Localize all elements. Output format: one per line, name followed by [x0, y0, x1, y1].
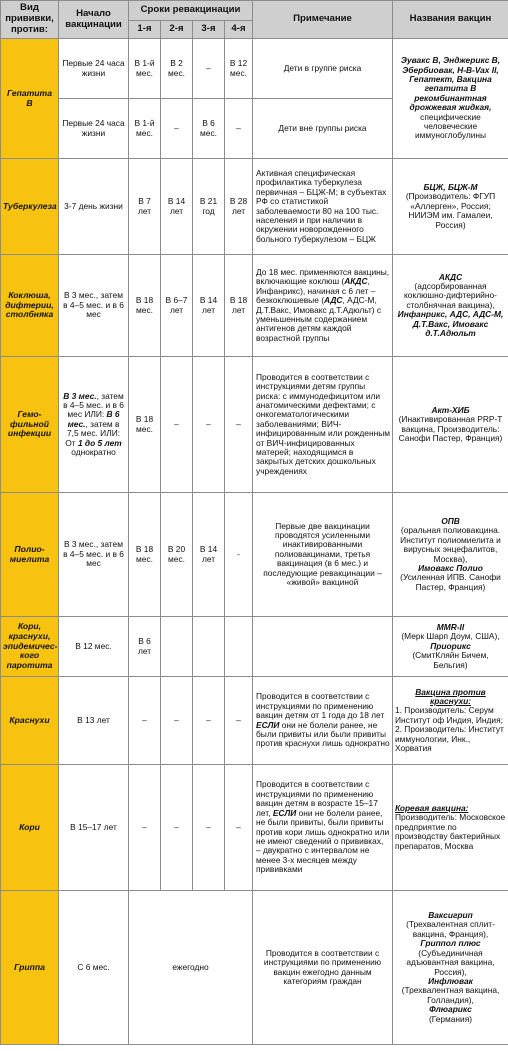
note-text: До 18 мес. применяются вакцины, включающие коклюш ( — [256, 266, 390, 287]
vaccine-names-plain: (оральная полиовакцина. Институт полиомиелита и вирусных энцефалитов, Москва), — [400, 525, 501, 564]
vaccines-cell — [393, 357, 508, 493]
revax-2-cell: В 14 лет — [161, 159, 193, 255]
vaccine-names-plain: (Производитель: ФГУП «Аллерген», Россия; НИИЭМ им. Гамалеи, Россия) — [405, 191, 496, 230]
disease-cell: Туберкулеза — [1, 159, 59, 255]
note-emphasis: АДС — [323, 295, 343, 306]
vaccine-names-bold: Инфанрикс, АДС, АДС-М, Д.Т.Вакс, Имовакс д.Т.Адюльт — [397, 309, 504, 339]
revax-3-cell: – — [193, 357, 225, 493]
disease-cell: Краснухи — [1, 677, 59, 765]
revax-2-cell: В 6–7 лет — [161, 255, 193, 357]
vaccine-names-bold: Гриппол плюс — [420, 938, 481, 949]
revax-4-cell: – — [225, 99, 253, 159]
note-emphasis: ЕСЛИ — [256, 719, 280, 730]
vaccines-cell — [393, 677, 508, 765]
revax-1-cell: В 18 мес. — [129, 493, 161, 617]
revax-2-cell: – — [161, 765, 193, 891]
revax-1-cell: В 7 лет — [129, 159, 161, 255]
note-text: Проводится в соответствии с инструкциями по применению вакцин детям от 1 года до 18 лет — [256, 691, 385, 721]
note-text: они не болели ранее, не были привиты или были привиты против краснухи лишь однократно — [256, 719, 390, 749]
start-cell: В 13 лет — [59, 677, 129, 765]
revax-4-cell: В 12 мес. — [225, 39, 253, 99]
revax-2-cell: В 2 мес. — [161, 39, 193, 99]
start-cell: 3-7 день жизни — [59, 159, 129, 255]
revax-1-cell: В 1-й мес. — [129, 39, 161, 99]
header-revax: Сроки ревакцинации — [129, 1, 253, 21]
vaccine-names-plain: (Усиленная ИПВ. Санофи Пастер, Франция) — [400, 572, 501, 592]
vaccine-names-bold: Имовакс Полио — [418, 562, 483, 573]
vaccine-names-plain: (адсорбированная коклюшно-дифтерийно-столбнячная вакцина), — [404, 280, 497, 310]
vaccine-names-bold: Инфлювак — [428, 975, 473, 986]
start-cell: С 6 мес. — [59, 891, 129, 1045]
vaccine-names-bold: Приорикс — [430, 640, 471, 651]
vaccine-names-plain: (Мерк Шарп Доум, США), — [401, 631, 500, 642]
vaccines-cell — [393, 891, 508, 1045]
table-row — [1, 765, 508, 891]
vaccine-names-plain: специфические человеческие иммуноглобулины — [414, 111, 487, 141]
table-header-row — [1, 1, 508, 21]
start-cell: В 12 мес. — [59, 617, 129, 677]
note-cell — [253, 677, 393, 765]
vaccine-names-plain: (Инактивированная PRP-T вакцина, Производитель: Санофи Пастер, Франция) — [398, 414, 503, 443]
note-text: они не болели ранее, не были привиты, были привиты против кори лишь однократно или не имеют сведений о прививках, – двукратно с интервалом не менее 3-х месяцев между прививками — [256, 807, 390, 875]
table-row — [1, 159, 508, 255]
revax-3-cell: – — [193, 39, 225, 99]
note-emphasis: АКДС — [344, 276, 368, 287]
note-cell: Дети вне группы риска — [253, 99, 393, 159]
revax-3-cell: В 6 мес. — [193, 99, 225, 159]
table-row — [1, 677, 508, 765]
note-cell — [253, 765, 393, 891]
revax-4-cell — [225, 617, 253, 677]
table-row — [1, 617, 508, 677]
revax-annual-cell: ежегодно — [129, 891, 253, 1045]
note-cell: Проводится в соответствии с инструкциями по применению вакцин ежегодно данным категориям граждан — [253, 891, 393, 1045]
note-cell: Активная специфическая профилактика туберкулеза первичная – БЦЖ-М; в субъектах РФ со статистикой заболеваемости 80 на 100 тыс. населения и при наличии в окружении новорожденного больного туберкулезом – БЦЖ — [253, 159, 393, 255]
table-row — [1, 357, 508, 493]
revax-2-cell: – — [161, 677, 193, 765]
note-cell: Проводится в соответствии с инструкциями детям группы риска: с иммунодефицитом или анатомическими дефектами; с онкогематологическими заболеваниями; ВИЧ-инфицированным или рожденным от ВИЧ-инфицированных матерей; находящимся в закрытых детских дошкольных учреждениях — [253, 357, 393, 493]
vaccine-names-plain: (Трехвалентная вакцина, Голландия), — [401, 985, 500, 1005]
disease-cell: Гриппа — [1, 891, 59, 1045]
table-row — [1, 39, 508, 99]
revax-3-cell — [193, 617, 225, 677]
start-emphasis: 1 до 5 лет — [77, 437, 122, 448]
header-disease: Вид прививки, против: — [1, 1, 59, 39]
revax-3-cell: В 21 год — [193, 159, 225, 255]
note-text: , АДС-М, Д.Т.Вакс, Имовакс д.Т.Адюльт) с уменьшенным содержанием антигенов детям каждой возрастной группы — [256, 295, 382, 343]
vaccine-names-plain: (Германия) — [428, 1013, 473, 1024]
vaccine-names-bold: Вакцина против краснухи: — [415, 686, 486, 706]
header-revax-4: 4-я — [225, 21, 253, 39]
revax-1-cell: В 18 мес. — [129, 255, 161, 357]
disease-cell: Коклюша, дифтерии, столбняка — [1, 255, 59, 357]
vaccine-names-bold: Флюарикс — [429, 1004, 472, 1015]
vaccine-names-plain: (Трехвалентная сплит-вакцина, Франция), — [406, 919, 495, 939]
revax-1-cell: В 18 мес. — [129, 357, 161, 493]
revax-2-cell: – — [161, 357, 193, 493]
header-start: Начало вакцинации — [59, 1, 129, 39]
start-cell: Первые 24 часа жизни — [59, 99, 129, 159]
disease-cell: Гемо-фильной инфекции — [1, 357, 59, 493]
vaccines-cell — [393, 493, 508, 617]
vaccine-names-bold: ОПВ — [441, 515, 460, 526]
revax-3-cell: – — [193, 677, 225, 765]
vaccine-names-bold: АКДС — [438, 271, 463, 282]
table-row — [1, 255, 508, 357]
revax-1-cell: – — [129, 765, 161, 891]
note-emphasis: ЕСЛИ — [272, 807, 297, 818]
revax-1-cell: В 6 лет — [129, 617, 161, 677]
table-row — [1, 891, 508, 1045]
revax-4-cell: – — [225, 765, 253, 891]
vaccine-names-plain: (Субъединичная адъювантная вакцина, Россия), — [406, 947, 495, 977]
vaccine-names-plain: Производитель: Московское предприятие по производству бактерийных препаратов, Москва — [395, 812, 506, 851]
revax-4-cell: В 18 лет — [225, 255, 253, 357]
vaccines-cell — [393, 617, 508, 677]
vaccine-names-bold: БЦЖ, БЦЖ-М — [423, 181, 478, 192]
vaccine-names-plain: 1. Производитель: Серум Институт оф Индия, Индия; 2. Производитель: Институт иммунологии, Инк., Хорватия — [395, 705, 504, 754]
vaccines-cell — [393, 39, 508, 159]
disease-cell: Гепатита В — [1, 39, 59, 159]
revax-4-cell: В 28 лет — [225, 159, 253, 255]
note-cell — [253, 255, 393, 357]
revax-4-cell: - — [225, 493, 253, 617]
revax-1-cell: – — [129, 677, 161, 765]
start-text: однократно — [71, 447, 116, 458]
vaccine-names-plain: (СмитКляйн Бичем, Бельгия) — [412, 650, 489, 670]
header-revax-3: 3-я — [193, 21, 225, 39]
disease-cell: Кори — [1, 765, 59, 891]
vaccine-names-bold: Акт-ХИБ — [431, 404, 470, 415]
table-row — [1, 493, 508, 617]
revax-3-cell: В 14 лет — [193, 255, 225, 357]
vaccine-names-bold: Ваксигрип — [428, 910, 473, 921]
note-cell — [253, 617, 393, 677]
start-text: , затем в 7,5 мес. ИЛИ: От — [65, 418, 121, 448]
vaccine-names-bold: Коревая вакцина: — [395, 802, 469, 813]
start-cell: В 3 мес., затем в 4–5 мес. и в 6 мес — [59, 255, 129, 357]
revax-4-cell: – — [225, 357, 253, 493]
note-text: , Инфанрикс), начиная с 6 лет – безкоклюшевые ( — [256, 276, 376, 306]
vaccines-cell — [393, 765, 508, 891]
vaccine-names-bold: Эувакс В, Энджерикс В, Эбербиовак, Н-В-Vax II, Гепатект, Вакцина гепатита В рекомбинантная дрожжевая жидкая, — [400, 55, 501, 113]
revax-2-cell: В 20 мес. — [161, 493, 193, 617]
disease-cell: Кори, краснухи, эпидемичес-кого паротита — [1, 617, 59, 677]
revax-1-cell: В 1-й мес. — [129, 99, 161, 159]
vaccines-cell — [393, 255, 508, 357]
start-cell: Первые 24 часа жизни — [59, 39, 129, 99]
note-cell: Первые две вакцинации проводятся усиленными инактивированными полиовакцинами, третья вакцинация (в 6 мес.) и последующие ревакцинации – «живой» вакциной — [253, 493, 393, 617]
note-cell: Дети в группе риска — [253, 39, 393, 99]
header-note: Примечание — [253, 1, 393, 39]
revax-2-cell — [161, 617, 193, 677]
revax-4-cell: – — [225, 677, 253, 765]
start-text: , затем в 4–5 мес. и в 6 мес ИЛИ: — [63, 390, 124, 420]
start-cell — [59, 357, 129, 493]
start-cell: В 3 мес., затем в 4–5 мес. и в 6 мес — [59, 493, 129, 617]
header-revax-1: 1-я — [129, 21, 161, 39]
revax-3-cell: – — [193, 765, 225, 891]
header-revax-2: 2-я — [161, 21, 193, 39]
note-text: Проводится в соответствии с инструкциями по применению вакцин детям в возрасте 15–17 лет, — [256, 779, 378, 818]
start-emphasis: В 3 мес. — [63, 390, 97, 401]
revax-3-cell: В 14 лет — [193, 493, 225, 617]
revax-2-cell: – — [161, 99, 193, 159]
header-vaccines: Названия вакцин — [393, 1, 508, 39]
start-cell: В 15–17 лет — [59, 765, 129, 891]
vaccines-cell — [393, 159, 508, 255]
vaccine-names-bold: MMR-II — [436, 621, 465, 632]
start-emphasis: В 6 мес. — [67, 409, 120, 429]
disease-cell: Полио-миелита — [1, 493, 59, 617]
